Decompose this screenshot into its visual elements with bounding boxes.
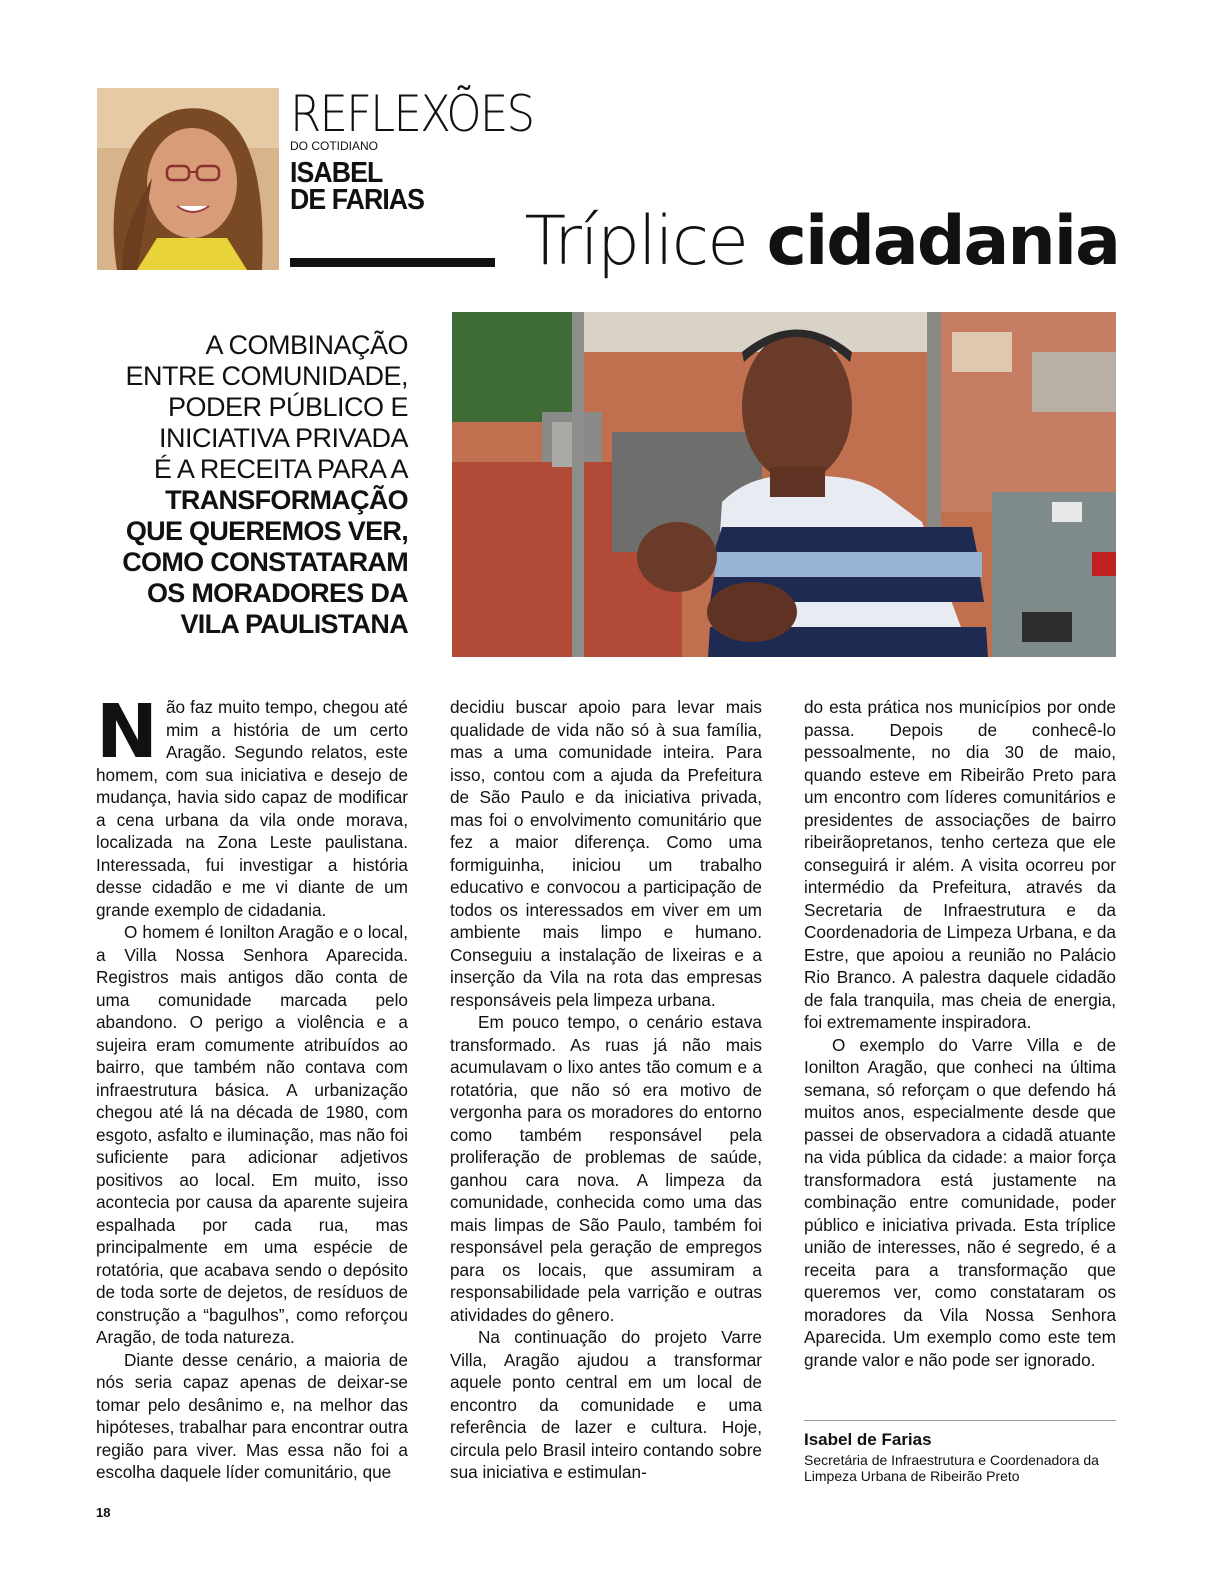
deck-line: PODER PÚBLICO E: [167, 392, 408, 422]
paragraph: Em pouco tempo, o cenário estava transformado. As ruas já não mais acumulavam o lixo antes tão comum e a rotatória, que não só era motivo de vergonha para os moradores do entorno como também responsável pela proliferação de problemas de saúde, ganhou cara nova. A limpeza da comunidade, conhecida como uma das mais limpas de São Paulo, também foi responsável pela geração de empregos para os locais, que assumiram a responsabilidade pela varrição e outras atividades do gênero.: [450, 1012, 762, 1325]
article-headline: [524, 197, 1119, 287]
deck-line: TRANSFORMAÇÃO: [165, 485, 408, 515]
article-column-2: [450, 696, 762, 1484]
paragraph-text: ão faz muito tempo, chegou até mim a história de um certo Aragão. Segundo relatos, este homem, com sua iniciativa e desejo de mudança, havia sido capaz de modificar a cena urbana da vila onde morava, localizada na Zona Leste paulistana. Interessada, fui investigar a história desse cidadão e me vi diante de um grande exemplo de cidadania.: [96, 697, 408, 920]
deck-line: QUE QUEREMOS VER,: [125, 516, 408, 546]
deck-line: ENTRE COMUNIDADE,: [125, 361, 408, 391]
article-column-1: [96, 689, 408, 1484]
paragraph: decidiu buscar apoio para levar mais qualidade de vida não só à sua família, mas a uma comunidade inteira. Para isso, contou com a ajuda da Prefeitura de São Paulo e da iniciativa privada, mas foi o envolvimento comunitário que fez a maior diferença. Como uma formiguinha, iniciou um trabalho educativo e convocou a participação de todos os interessados em viver em um ambiente mais limpo e humano. Conseguiu a instalação de lixeiras e a inserção da Vila na rota das empresas responsáveis pela limpeza urbana.: [450, 697, 762, 1010]
paragraph: O exemplo do Varre Villa e de Ionilton Aragão, que conheci na última semana, só reforçam o que defendo há muitos anos, especialmente desde que passei de observadora a cidadã atuante na vida pública da cidade: a maior força transformadora está justamente na combinação entre comunidade, poder público e iniciativa privada. Esta tríplice união de interesses, não é segredo, é a receita para a transformação que queremos ver, como constataram os moradores da Vila Nossa Senhora Aparecida. Um exemplo como este tem grande valor e não pode ser ignorado.: [804, 1034, 1116, 1370]
paragraph: Na continuação do projeto Varre Villa, Aragão ajudou a transformar aquele ponto central em um local de encontro da comunidade e uma referência de lazer e cultura. Hoje, circula pelo Brasil inteiro contando sobre sua iniciativa e estimulan-: [450, 1327, 762, 1482]
signature-name: Isabel de Farias: [804, 1430, 932, 1449]
deck-light: [70, 330, 408, 485]
article-deck: [70, 330, 408, 640]
headline-bold: cidadania: [766, 202, 1119, 281]
deck-line: INICIATIVA PRIVADA: [158, 423, 408, 453]
columnist-name-line1: ISABEL: [290, 157, 383, 189]
columnist-portrait: [97, 88, 279, 270]
paragraph: [96, 689, 408, 921]
column-title: REFLEXÕES: [290, 85, 534, 143]
article-column-3: [804, 696, 1116, 1371]
deck-line: VILA PAULISTANA: [180, 609, 408, 639]
columnist-name: [290, 157, 465, 216]
article-photo: [452, 312, 1116, 657]
paragraph: do esta prática nos municípios por onde passa. Depois de conhecê-lo pessoalmente, no dia 30 de maio, quando esteve em Ribeirão Preto para um encontro com líderes comunitários e presidentes de associações de bairro ribeirãopretanos, tenho certeza que ele conseguirá ir além. A visita ocorreu por intermédio da Prefeitura, através da Secretaria de Infraestrutura e da Coordenadoria de Limpeza Urbana, e da Estre, que apoiou a reunião no Palácio Rio Branco. A palestra daquele cidadão de fala tranquila, mas cheia de energia, foi extremamente inspiradora.: [804, 697, 1116, 1032]
signature-rule: [804, 1420, 1116, 1421]
deck-bold: [70, 485, 408, 640]
signature-role: Secretária de Infraestrutura e Coordenadora da Limpeza Urbana de Ribeirão Preto: [804, 1452, 1099, 1484]
paragraph: Diante desse cenário, a maioria de nós seria capaz apenas de deixar-se tomar pelo desânimo e, na melhor das hipóteses, trabalhar para encontrar outra região para viver. Mas essa não foi a escolha daquele líder comunitário, que: [96, 1349, 408, 1482]
deck-line: OS MORADORES DA: [146, 578, 408, 608]
drop-cap: N: [96, 689, 158, 775]
page-number: 18: [96, 1505, 111, 1520]
headline-light: Tríplice: [524, 202, 748, 281]
title-rule: [290, 258, 495, 267]
deck-line: COMO CONSTATARAM: [122, 547, 408, 577]
column-subtitle: DO COTIDIANO: [290, 139, 379, 153]
deck-line: É A RECEITA PARA A: [153, 454, 408, 484]
columnist-name-line2: DE FARIAS: [290, 184, 425, 216]
deck-line: A COMBINAÇÃO: [205, 330, 408, 360]
paragraph: O homem é Ionilton Aragão e o local, a Villa Nossa Senhora Aparecida. Registros mais antigos dão conta de uma comunidade marcada pelo abandono. O perigo a violência e a sujeira eram comumente atribuídos ao bairro, que também não contava com infraestrutura básica. A urbanização chegou até lá na década de 1980, com esgoto, asfalto e iluminação, mas não foi suficiente para adicionar adjetivos positivos ao local. Em muito, isso acontecia por causa da aparente sujeira espalhada por cada rua, mas principalmente em uma espécie de rotatória, que acabava sendo o depósito de toda sorte de dejetos, de resíduos de construção a “bagulhos”, como reforçou Aragão, de toda natureza.: [96, 922, 408, 1347]
